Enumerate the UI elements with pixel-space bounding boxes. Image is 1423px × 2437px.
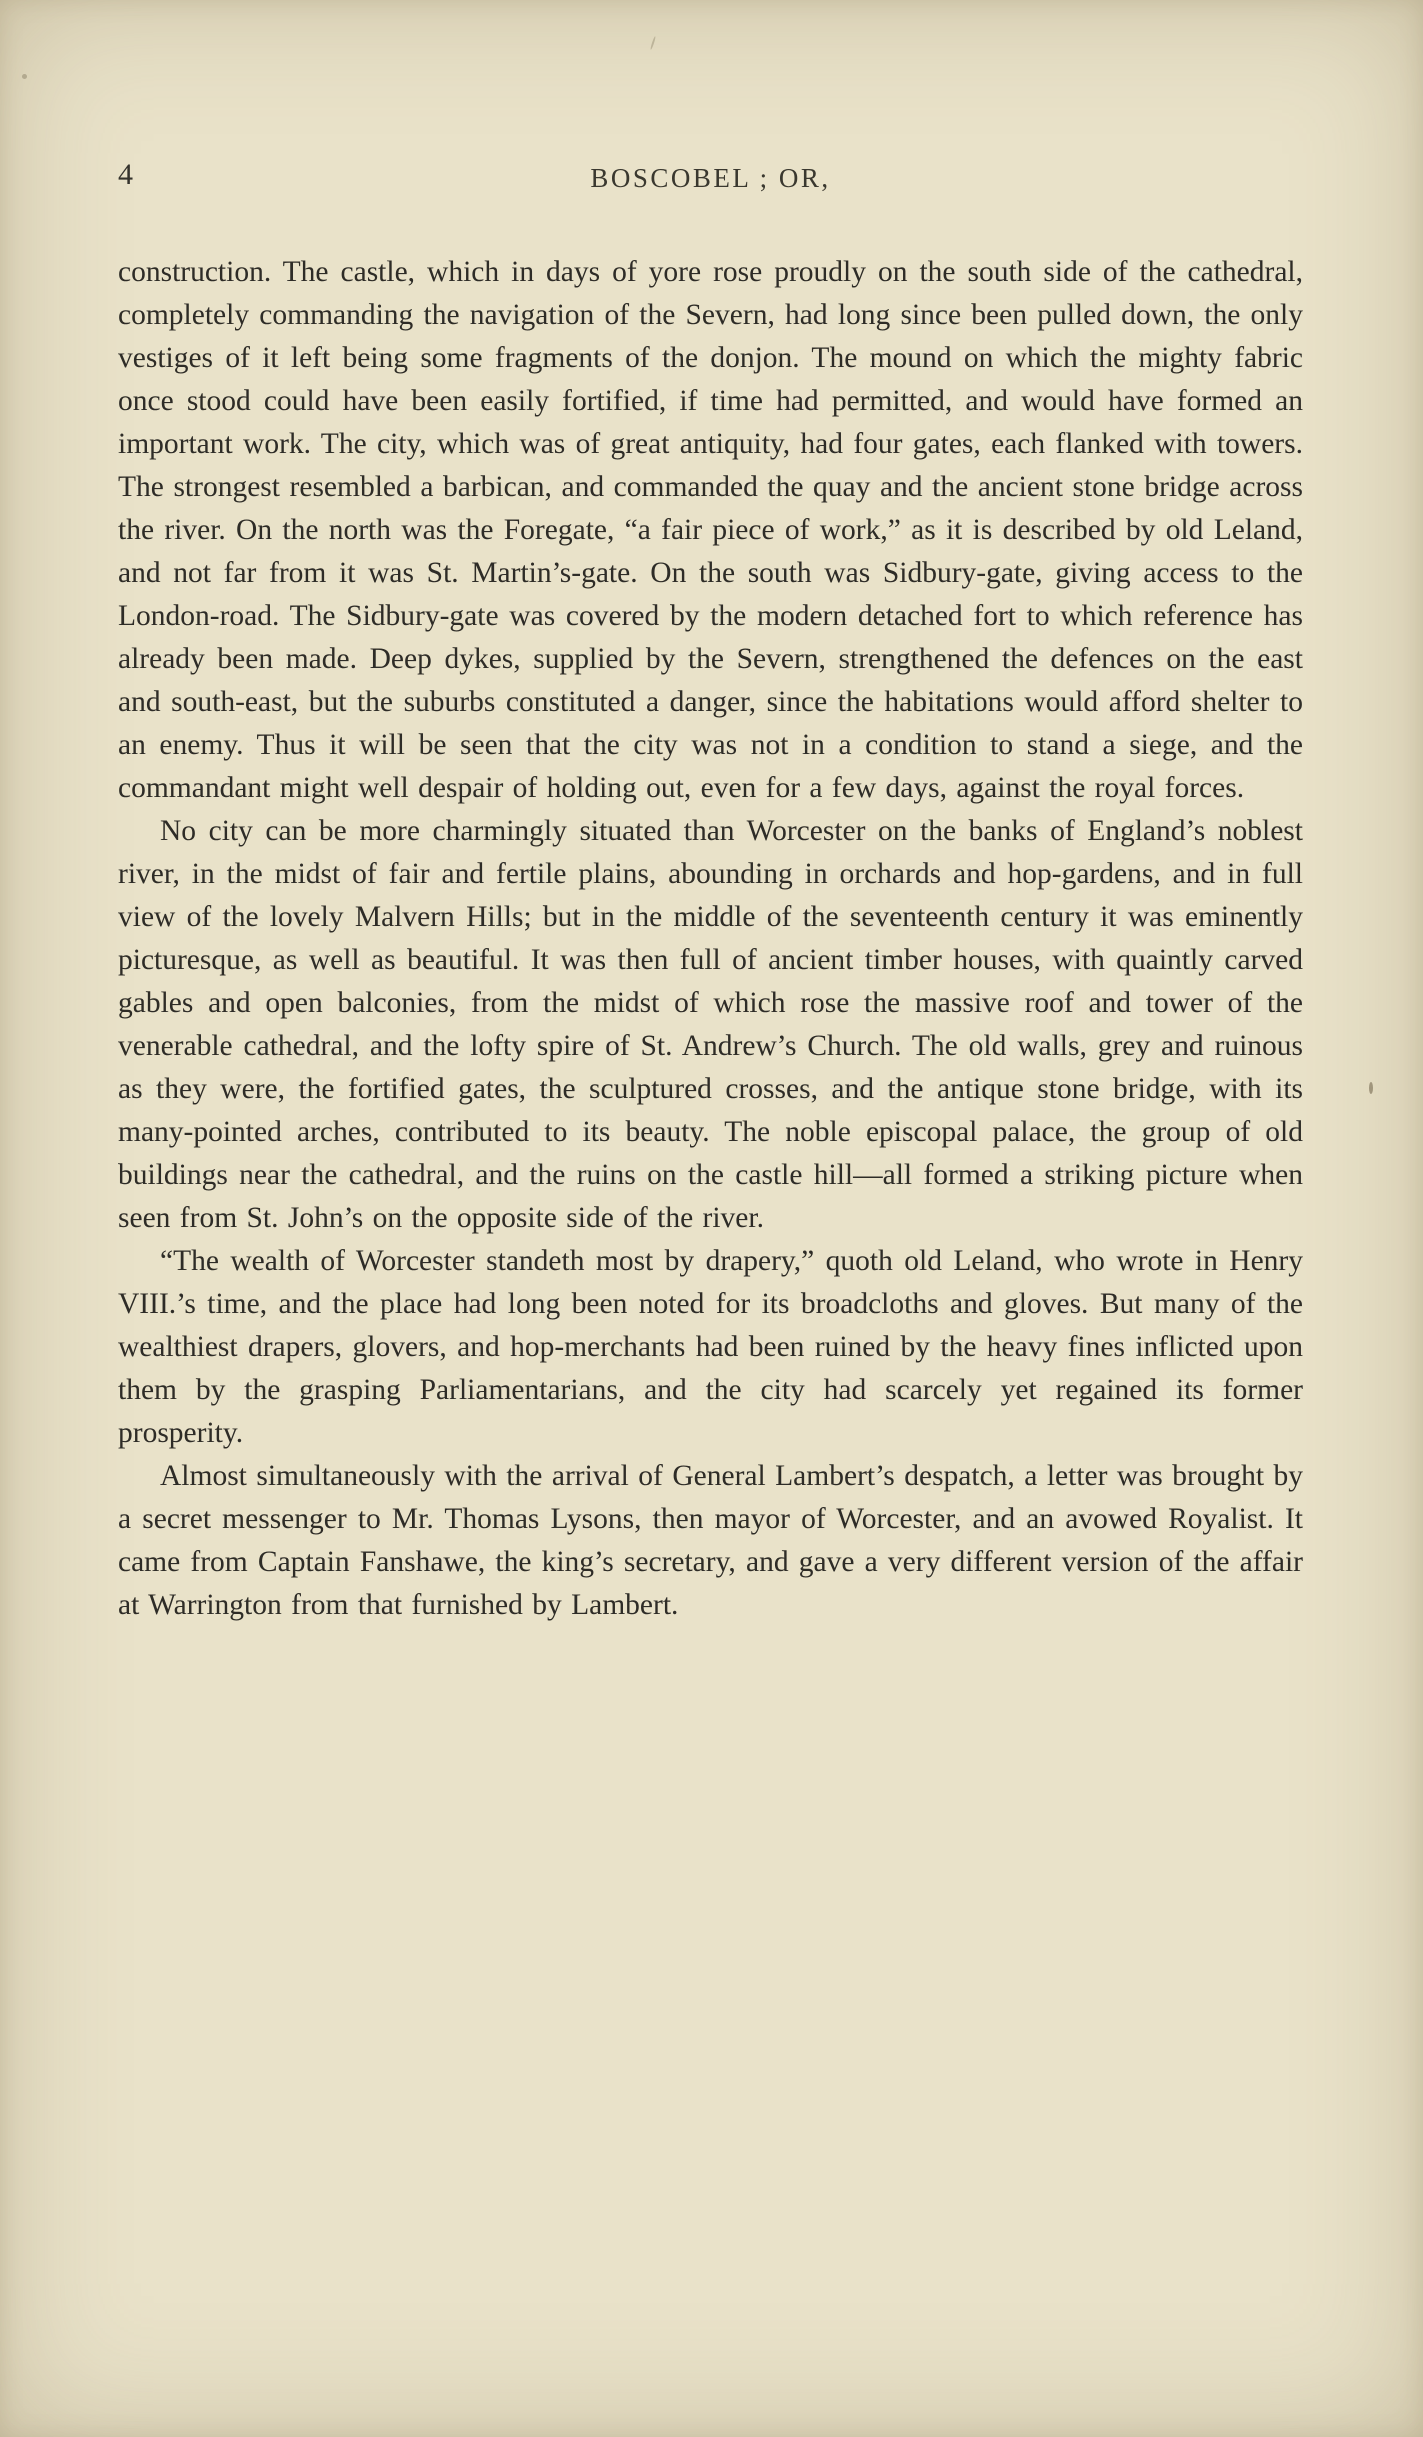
paragraph-construction: construction. The castle, which in days of yore rose proudly on the south side of the cathedral, completely commanding the navigation of the Severn, had long since been pulled down, the only vestiges of it left being some fragments of the donjon. The mound on which the mighty fabric once stood could have been easily fortified, if time had permitted, and would have formed an important work. The city, which was of great antiquity, had four gates, each flanked with towers. The strongest resembled a barbican, and commanded the quay and the ancient stone bridge across the river. On the north was the Foregate, “a fair piece of work,” as it is described by old Leland, and not far from it was St. Martin’s-gate. On the south was Sidbury-gate, giving access to the London-road. The Sidbury-gate was covered by the modern detached fort to which reference has already been made. Deep dykes, supplied by the Severn, strengthened the defences on the east and south-east, but the suburbs constituted a danger, since the habitations would afford shelter to an enemy. Thus it will be seen that the city was not in a condition to stand a siege, and the commandant might well despair of holding out, even for a few days, against the royal forces. [118,256,1303,804]
running-header: BOSCOBEL ; OR, [590,163,831,193]
paper-blemish [22,74,27,79]
page-body [118,251,1303,1627]
paragraph-lamberts-despatch: Almost simultaneously with the arrival of General Lambert’s despatch, a letter was brought by a secret messenger to Mr. Thomas Lysons, then mayor of Worcester, and an avowed Royalist. It came from Captain Fanshawe, the king’s secretary, and gave a very different version of the affair at Warrington from that furnished by Lambert. [118,1460,1303,1621]
paper-blemish [1369,1082,1373,1094]
page-number: 4 [118,158,133,191]
paragraph-no-city: No city can be more charmingly situated than Worcester on the banks of England’s noblest river, in the midst of fair and fertile plains, abounding in orchards and hop-gardens, and in full view of the lovely Malvern Hills; but in the middle of the seventeenth century it was eminently picturesque, as well as beautiful. It was then full of ancient timber houses, with quaintly carved gables and open balconies, from the midst of which rose the massive roof and tower of the venerable cathedral, and the lofty spire of St. Andrew’s Church. The old walls, grey and ruinous as they were, the fortified gates, the sculptured crosses, and the antique stone bridge, with its many-pointed arches, contributed to its beauty. The noble episcopal palace, the group of old buildings near the cathedral, and the ruins on the castle hill—all formed a striking picture when seen from St. John’s on the opposite side of the river. [118,815,1303,1234]
paragraph-wealth-of-worcester: “The wealth of Worcester standeth most by drapery,” quoth old Leland, who wrote in Henry VIII.’s time, and the place had long been noted for its broadcloths and gloves. But many of the wealthiest drapers, glovers, and hop-merchants had been ruined by the heavy fines inflicted upon them by the grasping Parliamentarians, and the city had scarcely yet regained its former prosperity. [118,1245,1303,1449]
page-header [118,0,1303,213]
